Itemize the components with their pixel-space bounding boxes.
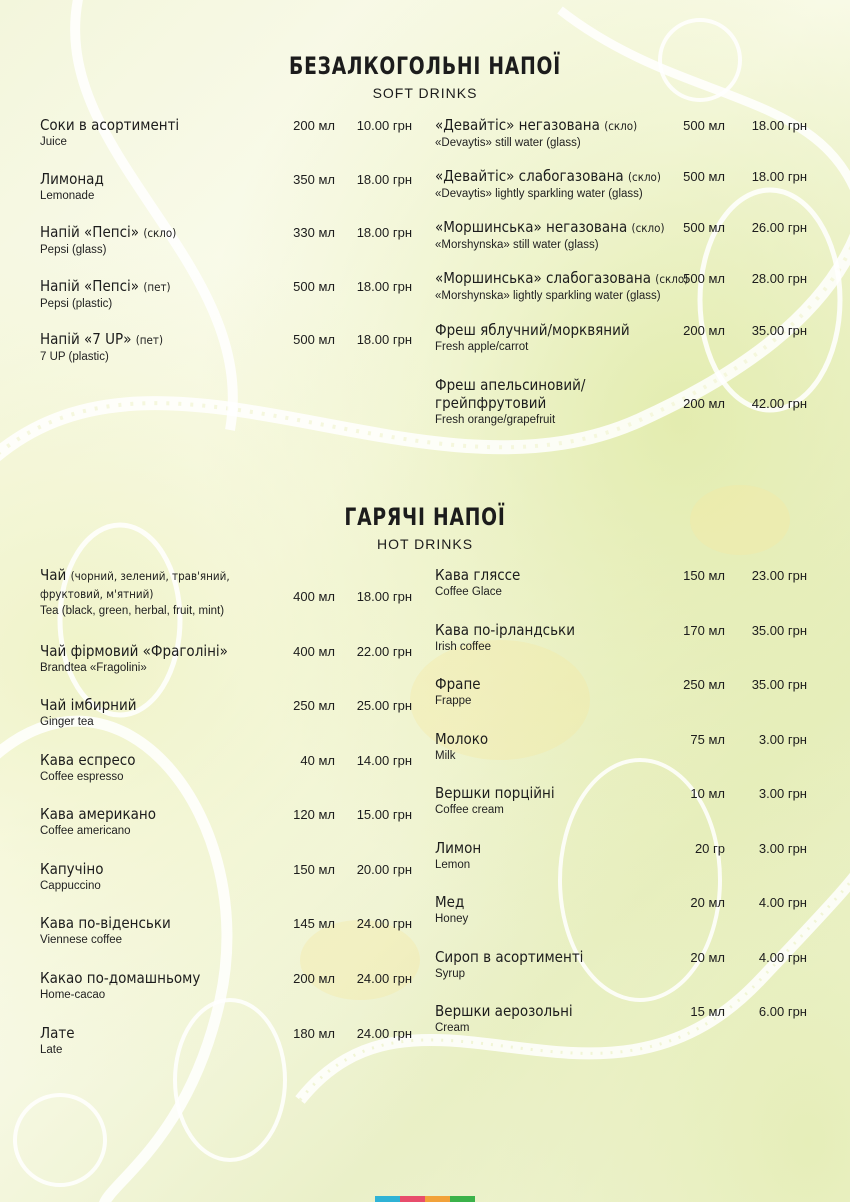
item-note: (пет) bbox=[135, 333, 163, 347]
item-english-name: Ginger tea bbox=[40, 716, 94, 728]
item-volume: 150 мл bbox=[293, 862, 335, 877]
item-volume: 75 мл bbox=[690, 731, 725, 747]
item-english-name: Tea (black, green, herbal, fruit, mint) bbox=[40, 605, 225, 617]
item-volume: 250 мл bbox=[683, 677, 725, 692]
item-name: Фреш апельсиновий/ bbox=[435, 376, 586, 394]
color-bar-2 bbox=[400, 1196, 425, 1202]
item-name: Капучіно bbox=[40, 860, 104, 878]
item-price: 18.00 грн bbox=[356, 589, 412, 604]
item-volume: 400 мл bbox=[293, 589, 335, 604]
item-name: Фрапе bbox=[435, 675, 481, 693]
item-volume: 20 мл bbox=[690, 895, 725, 910]
item-price: 18.00 грн bbox=[356, 278, 412, 294]
item-name-continued: грейпфрутовий bbox=[435, 394, 547, 412]
section-title-hot: ГАРЯЧІ НАПОЇ bbox=[344, 503, 506, 531]
item-name: «Девайтіс» негазована bbox=[435, 116, 600, 134]
item-volume: 150 мл bbox=[683, 568, 725, 583]
item-name: «Моршинська» слабогазована bbox=[435, 269, 651, 287]
item-volume: 500 мл bbox=[683, 169, 725, 184]
item-english-name: 7 UP (plastic) bbox=[40, 351, 109, 363]
item-english-name: Cappuccino bbox=[40, 880, 101, 892]
item-english-name: Lemon bbox=[435, 858, 471, 871]
item-price: 3.00 грн bbox=[758, 840, 807, 856]
item-name-continued: фруктовий, м'ятний) bbox=[40, 587, 154, 601]
item-english-name: Honey bbox=[435, 913, 469, 925]
item-price: 24.00 грн bbox=[356, 916, 412, 931]
item-price: 23.00 грн bbox=[751, 568, 807, 583]
item-english-name: Fresh apple/carrot bbox=[435, 341, 529, 353]
item-price: 42.00 грн bbox=[751, 396, 807, 411]
item-name: Кава американо bbox=[40, 805, 156, 823]
item-english-name: Home-cacao bbox=[40, 989, 106, 1001]
item-english-name: Pepsi (plastic) bbox=[40, 297, 113, 310]
item-name: Фреш яблучний/морквяний bbox=[435, 321, 630, 339]
item-price: 18.00 грн bbox=[356, 332, 412, 347]
color-bar-3 bbox=[425, 1196, 450, 1202]
item-price: 24.00 грн bbox=[356, 971, 412, 986]
section-subtitle-soft: SOFT DRINKS bbox=[372, 85, 478, 101]
item-english-name: Cream bbox=[435, 1022, 470, 1034]
item-name: Какао по-домашньому bbox=[40, 969, 201, 987]
item-name: Сироп в асортименті bbox=[435, 947, 584, 966]
item-volume: 20 мл bbox=[690, 949, 725, 965]
item-name: Напій «Пепсі» bbox=[40, 223, 140, 241]
item-english-name: «Morshynska» still water (glass) bbox=[435, 239, 599, 251]
item-name: Лимон bbox=[435, 838, 482, 857]
item-english-name: Juice bbox=[40, 136, 67, 148]
item-volume: 145 мл bbox=[293, 916, 335, 931]
section-title-soft: БЕЗАЛКОГОЛЬНІ НАПОЇ bbox=[289, 52, 561, 80]
item-name: Чай імбирний bbox=[40, 696, 137, 714]
item-price: 3.00 грн bbox=[758, 731, 807, 747]
item-name: Лимонад bbox=[40, 169, 104, 188]
item-volume: 500 мл bbox=[293, 332, 335, 347]
item-note: (скло) bbox=[627, 170, 661, 184]
item-name: «Девайтіс» слабогазована bbox=[435, 167, 624, 185]
item-name: Кава по-ірландськи bbox=[435, 620, 575, 639]
item-english-name: Late bbox=[40, 1044, 63, 1056]
item-price: 35.00 грн bbox=[751, 622, 807, 638]
item-price: 35.00 грн bbox=[751, 323, 807, 338]
item-volume: 40 мл bbox=[300, 753, 335, 768]
item-volume: 500 мл bbox=[683, 220, 725, 235]
item-english-name: Frappe bbox=[435, 695, 472, 707]
color-bar-4 bbox=[450, 1196, 475, 1202]
item-price: 15.00 грн bbox=[356, 807, 412, 822]
item-volume: 500 мл bbox=[683, 271, 725, 286]
item-volume: 500 мл bbox=[683, 118, 725, 133]
item-price: 35.00 грн bbox=[751, 677, 807, 692]
item-price: 26.00 грн bbox=[751, 220, 807, 235]
item-name: Вершки порційні bbox=[435, 784, 555, 802]
item-price: 14.00 грн bbox=[356, 753, 412, 768]
item-volume: 200 мл bbox=[683, 323, 725, 338]
section-subtitle-hot: HOT DRINKS bbox=[376, 536, 474, 552]
item-english-name: «Morshynska» lightly sparkling water (glass) bbox=[435, 290, 661, 302]
item-note: (чорний, зелений, трав'яний, bbox=[70, 569, 230, 583]
item-english-name: «Devaytis» still water (glass) bbox=[435, 137, 581, 149]
item-volume: 10 мл bbox=[690, 786, 725, 801]
item-note: (скло) bbox=[604, 119, 638, 133]
item-price: 18.00 грн bbox=[356, 171, 412, 187]
item-name: Лате bbox=[40, 1024, 75, 1042]
item-price: 25.00 грн bbox=[356, 698, 412, 713]
item-volume: 180 мл bbox=[293, 1026, 335, 1041]
item-english-name: Coffee espresso bbox=[40, 771, 124, 783]
item-price: 18.00 грн bbox=[751, 118, 807, 133]
item-english-name: Coffee americano bbox=[40, 825, 131, 837]
item-volume: 400 мл bbox=[293, 644, 335, 659]
item-price: 28.00 грн bbox=[751, 271, 807, 286]
item-price: 4.00 грн bbox=[758, 895, 807, 910]
item-english-name: Milk bbox=[435, 749, 456, 762]
item-english-name: Viennese coffee bbox=[40, 934, 123, 946]
item-volume: 170 мл bbox=[683, 622, 725, 638]
item-name: Чай фірмовий «Фраголіні» bbox=[40, 642, 228, 660]
color-bar-1 bbox=[375, 1196, 400, 1202]
item-name: Соки в асортименті bbox=[40, 116, 180, 134]
item-volume: 200 мл bbox=[683, 396, 725, 411]
item-name: Напій «7 UP» bbox=[40, 330, 132, 348]
item-price: 24.00 грн bbox=[356, 1026, 412, 1041]
item-name: Напій «Пепсі» bbox=[40, 276, 140, 295]
item-price: 20.00 грн bbox=[356, 862, 412, 877]
item-english-name: Pepsi (glass) bbox=[40, 244, 107, 256]
item-price: 18.00 грн bbox=[751, 169, 807, 184]
item-note: (скло) bbox=[143, 226, 177, 240]
item-english-name: Brandtea «Fragolini» bbox=[40, 662, 147, 674]
item-volume: 200 мл bbox=[293, 971, 335, 986]
item-english-name: Irish coffee bbox=[435, 640, 492, 653]
item-name: Мед bbox=[435, 893, 465, 911]
item-name-line bbox=[435, 376, 835, 394]
item-price: 18.00 грн bbox=[356, 225, 412, 240]
item-english-name: «Devaytis» lightly sparkling water (glass) bbox=[435, 188, 643, 200]
item-price: 22.00 грн bbox=[356, 644, 412, 659]
item-volume: 250 мл bbox=[293, 698, 335, 713]
item-name: Кава по-віденськи bbox=[40, 914, 171, 932]
item-volume: 200 мл bbox=[293, 118, 335, 133]
item-name-line bbox=[40, 566, 440, 585]
item-english-name: Syrup bbox=[435, 967, 466, 980]
item-price: 4.00 грн bbox=[758, 949, 807, 965]
item-name: Молоко bbox=[435, 729, 489, 748]
item-note: (пет) bbox=[143, 279, 171, 294]
item-price: 6.00 грн bbox=[758, 1004, 807, 1019]
item-volume: 500 мл bbox=[293, 278, 335, 294]
item-english-name: Fresh orange/grapefruit bbox=[435, 414, 556, 426]
item-price: 3.00 грн bbox=[758, 786, 807, 801]
item-english-name: Coffee cream bbox=[435, 804, 504, 816]
item-note: (скло) bbox=[631, 221, 665, 235]
item-name: Кава еспресо bbox=[40, 751, 136, 769]
item-price: 10.00 грн bbox=[356, 118, 412, 133]
item-volume: 15 мл bbox=[690, 1004, 725, 1019]
item-note: (скло) bbox=[655, 272, 689, 286]
item-name: «Моршинська» негазована bbox=[435, 218, 628, 236]
item-name: Чай bbox=[40, 566, 67, 584]
item-english-name: Coffee Glace bbox=[435, 586, 502, 598]
item-volume: 20 гр bbox=[694, 840, 725, 856]
item-volume: 350 мл bbox=[293, 171, 335, 187]
item-volume: 120 мл bbox=[293, 807, 335, 822]
item-name: Кава гляссе bbox=[435, 566, 521, 584]
item-english-name: Lemonade bbox=[40, 189, 95, 202]
item-name: Вершки аерозольні bbox=[435, 1002, 573, 1020]
item-volume: 330 мл bbox=[293, 225, 335, 240]
